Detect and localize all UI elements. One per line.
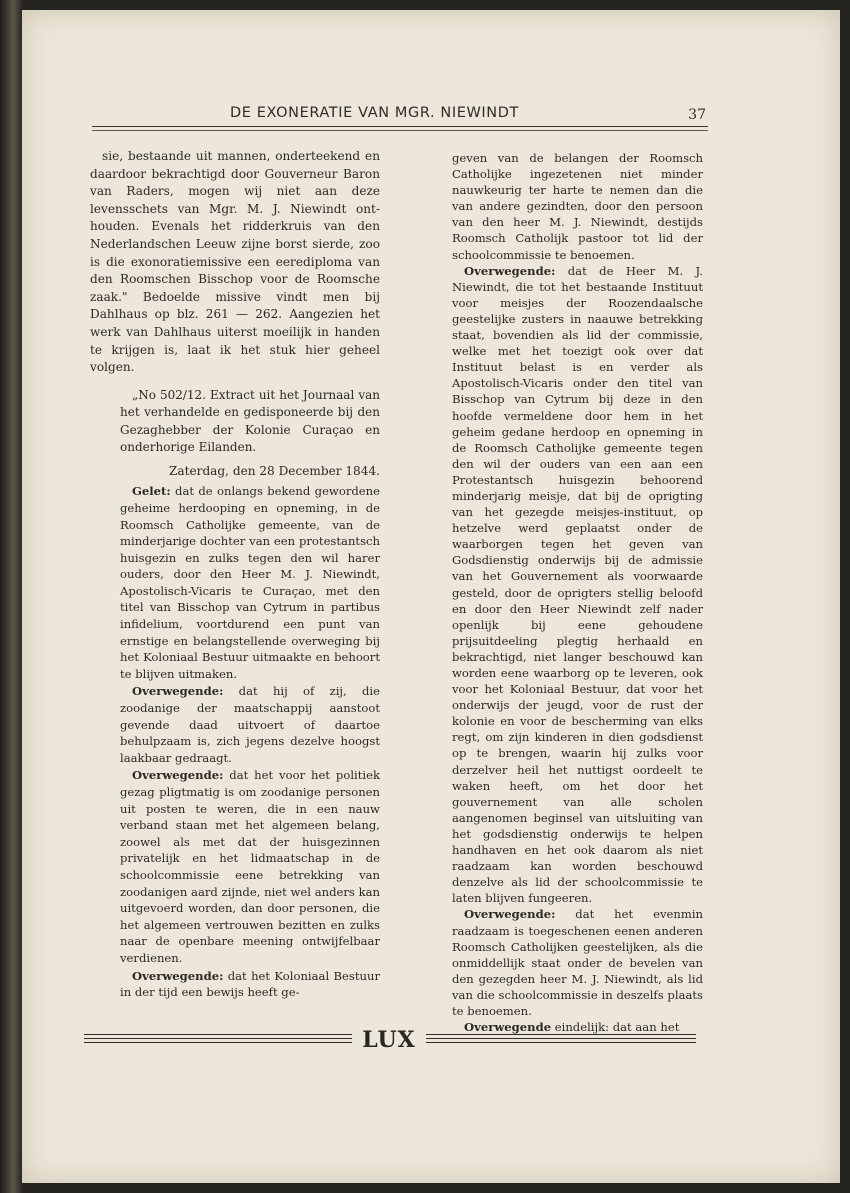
keyword: Overwegende: xyxy=(464,907,556,922)
right-column xyxy=(452,150,703,1035)
paragraph-gelet xyxy=(120,483,380,682)
header-rule xyxy=(92,126,708,127)
keyword: Overwegende: xyxy=(132,968,224,983)
paragraph-text: dat het Koloniaal Bestuur in der tijd een bewijs heeft ge- xyxy=(120,968,380,1000)
paragraph-overwegende xyxy=(120,683,380,766)
paragraph-overwegende xyxy=(452,906,703,1019)
dateline: Zaterdag, den 28 December 1844. xyxy=(169,463,380,478)
keyword: Overwegende: xyxy=(132,768,224,783)
footer-rule-left-bottom xyxy=(84,1042,352,1043)
header-rule-secondary xyxy=(92,130,708,131)
footer-rule-left-mid xyxy=(84,1038,352,1039)
footer-rule-right-top xyxy=(426,1034,696,1035)
paragraph-text: dat hij of zij, die zoodanige der maatschappij aanstoot gevende daad uitvoert of daartoe behulpzaam is, zich jegens dezelve hoogst laakbaar gedraagt. xyxy=(120,684,380,765)
lux-logo: LUX xyxy=(362,1027,416,1053)
page-header xyxy=(92,96,708,122)
footer-rule-right-bottom xyxy=(426,1042,696,1043)
intro-paragraph: sie, bestaande uit mannen, onderteekend en daardoor bekrachtigd door Gouverneur Baron van Raders, mogen wij niet aan deze levensschets van Mgr. M. J. Niewindt ont-houden. Evenals het ridderkruis van den Nederlandschen Leeuw zijne borst sierde, zoo is die exonoratiemissive een eerediploma van den Roomschen Bisschop voor de Roomsche zaak." Bedoelde missive vindt men bij Dahlhaus op blz. 261 — 262. Aangezien het werk van Dahlhaus uiterst moeilijk in handen te krijgen is, laat ik het stuk hier geheel volgen. xyxy=(90,149,380,375)
keyword: Gelet: xyxy=(132,484,171,499)
paragraph-text: dat het voor het politiek gezag pligtmatig is om zoodanige personen uit posten te weren, die in een nauw verband staan met het algemeen belang, zoowel als met dat der huisgezinnen privatelijk en het lidmaatschap in de schoolcommissie eene betrekking van zoodanigen aard zijnde, niet wel anders kan uitgevoerd worden, dan door personen, die het algemeen vertrouwen bezitten en zulks naar de openbare meening ontwijfelbaar verdienen. xyxy=(120,768,380,965)
quote-title: „No 502/12. Extract uit het Journaal van het verhandelde en gedisponeerde bij den Gezaghebber der Kolonie Curaçao en onderhorige Eilanden. xyxy=(120,387,380,455)
keyword: Overwegende xyxy=(464,1020,552,1035)
paragraph-text: dat het evenmin raadzaam is toegeschenen eenen anderen Roomsch Catholijken geestelijken, als die onmiddellijk staat onder de bevelen van den gezegden heer M. J. Niewindt, als lid van die schoolcommissie in deszelfs plaats te benoemen. xyxy=(452,907,703,1018)
paragraph-overwegende xyxy=(120,767,380,966)
left-column xyxy=(90,148,380,1001)
running-title: DE EXONERATIE VAN MGR. NIEWINDT xyxy=(230,105,519,121)
footer-rule-left-top xyxy=(84,1034,352,1035)
paragraph-overwegende xyxy=(120,968,380,1001)
page-footer xyxy=(84,1026,696,1056)
keyword: Overwegende: xyxy=(464,263,556,278)
paragraph-text: dat de Heer M. J. Niewindt, die tot het bestaande Instituut voor meisjes der Roozendaalsche geestelijke zusters in naauwe betrekking staat, bovendien als lid der commissie, welke met het toezigt ook over dat Instituut belast is en verder als Apostolisch-Vicaris onder den titel van Bisschop van Cytrum bij deze in den hoofde vermeldene door hem in het geheim gedane herdoop en opneming in de Roomsch Catholijke gemeente tegen den wil der ouders van een aan een Protestantsch huisgezin behoorend minderjarig meisje, dat bij de oprigting van het gezegde meisjes-instituut, op hetzelve werd geplaatst onder de waarborgen tegen het geven van Godsdienstig onderwijs bij de admissie van het Gouvernement als voorwaarde gesteld, door de oprigters stellig beloofd en door den Heer Niewindt zelf nader openlijk bij eene gehoudene prijsuitdeeling plegtig herhaald en bekrachtigd, niet langer beschouwd kan worden eene waarborg op te leveren, ook voor het Koloniaal Bestuur, dat voor het onderwijs der jeugd, voor de rust der kolonie en voor de bescherming van elks regt, om zijn kinderen in dien godsdienst op te brengen, waarin hij zulks voor derzelver heil het nuttigst oordeelt te waken heeft, om het door het gouvernement van alle scholen aangenomen beginsel van uitsluiting van het godsdienstig onderwijs te helpen handhaven en het ook daarom als niet raadzaam kan worden beschouwd denzelve als lid der schoolcommissie te laten blijven fungeeren. xyxy=(452,263,703,906)
page-gutter-shadow xyxy=(0,0,22,1193)
paragraph-text: dat de onlangs bekend gewordene geheime herdooping en opneming, in de Roomsch Catholijke gemeente, van de minderjarige dochter van een protestantsch huisgezin en zulks tegen den wil harer ouders, door den Heer M. J. Niewindt, Apostolisch-Vicaris te Curaçao, met den titel van Bisschop van Cytrum in partibus infidelium, voortdurend een punt van ernstige en belangstellende overweging bij het Koloniaal Bestuur uitmaakte en behoort te blijven uitmaken. xyxy=(120,484,380,681)
quote-body xyxy=(120,483,380,1000)
footer-rule-right-mid xyxy=(426,1038,696,1039)
paragraph-text: eindelijk: dat aan het xyxy=(551,1020,680,1035)
page-number: 37 xyxy=(688,107,706,123)
keyword: Overwegende: xyxy=(132,684,224,699)
paragraph-overwegende xyxy=(452,263,703,907)
continuation-paragraph: geven van de belangen der Roomsch Catholijke ingezetenen niet minder nauwkeurig ter harte te nemen dan die van andere gezindten, door den persoon van den heer M. J. Niewindt, destijds Roomsch Catholijk pastoor tot lid der schoolcommissie te benoemen. xyxy=(452,151,703,262)
